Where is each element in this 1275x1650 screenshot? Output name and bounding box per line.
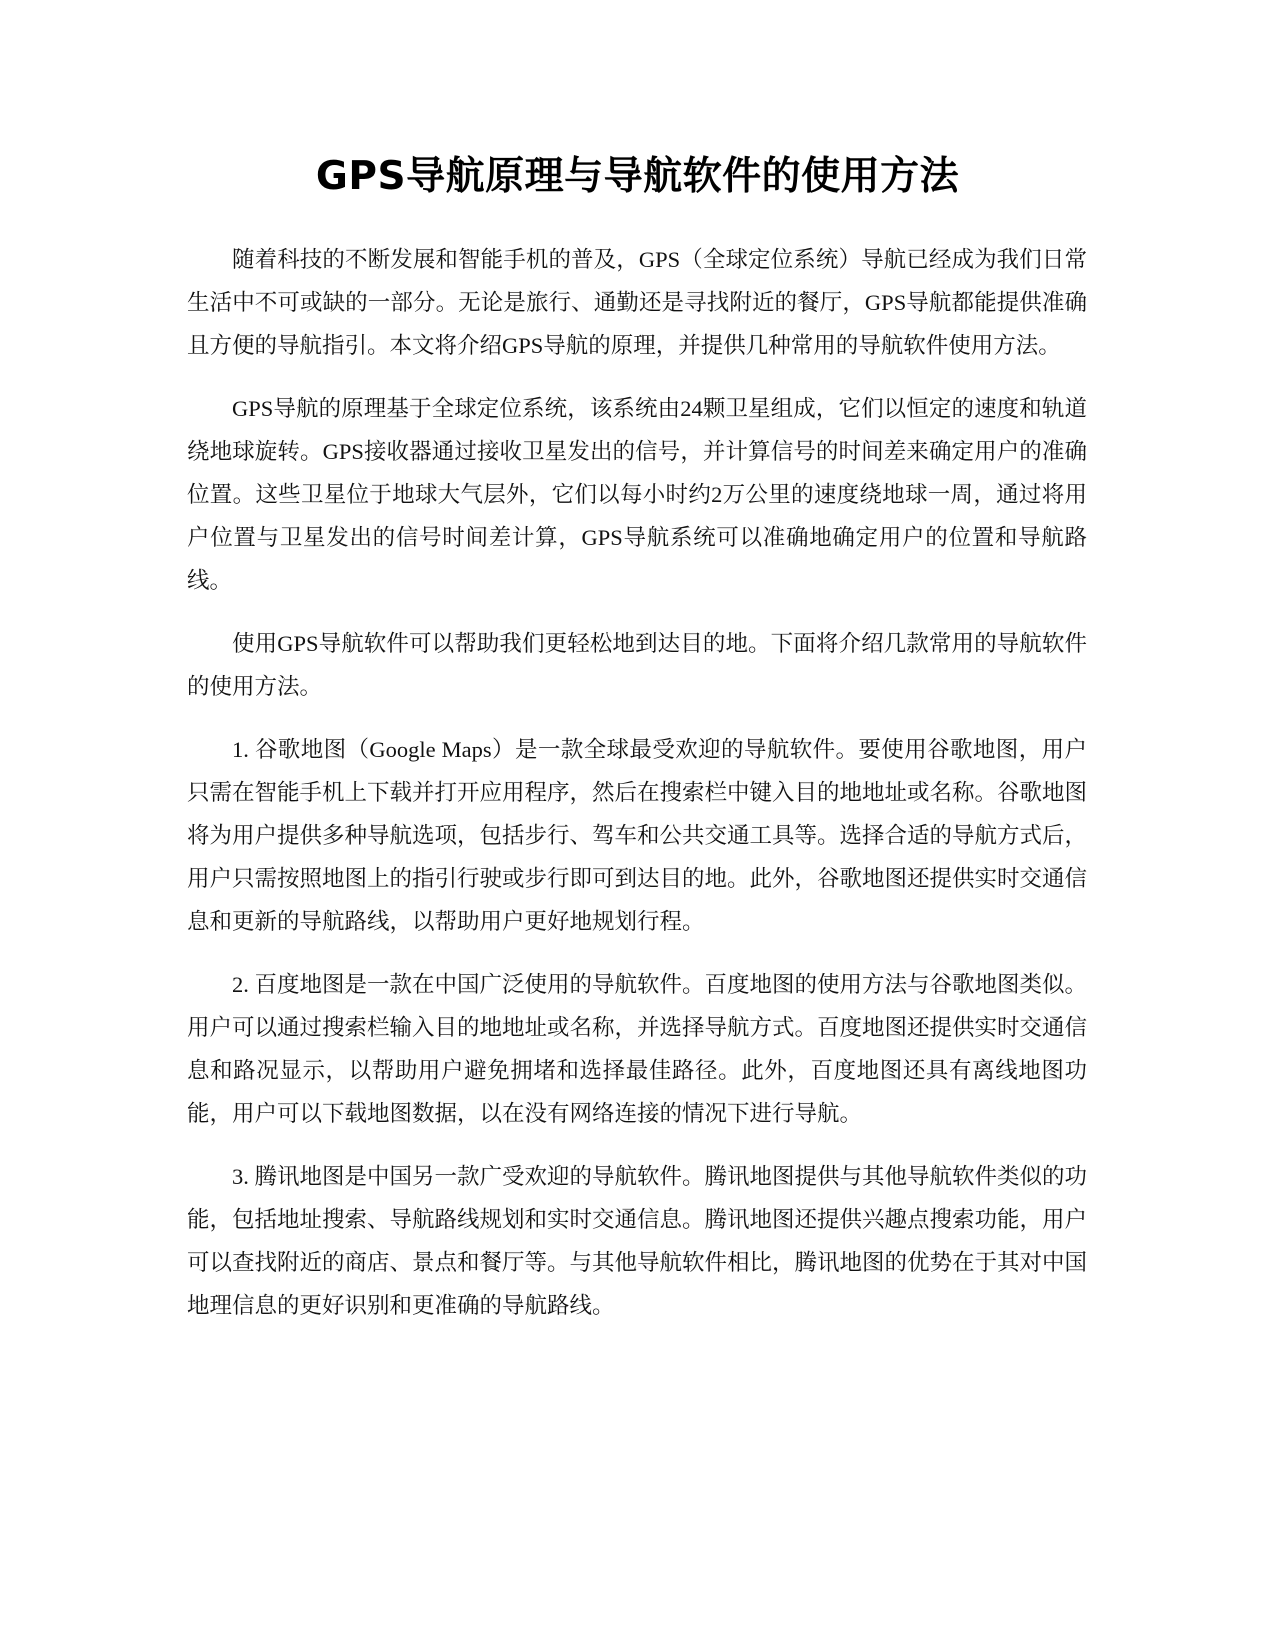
- document-title: GPS导航原理与导航软件的使用方法: [315, 154, 960, 199]
- paragraph-gps-principle: GPS导航的原理基于全球定位系统，该系统由24颗卫星组成，它们以恒定的速度和轨道绕地球旋转。GPS接收器通过接收卫星发出的信号，并计算信号的时间差来确定用户的准确位置。这些卫星位于地球大气层外，它们以每小时约2万公里的速度绕地球一周，通过将用户位置与卫星发出的信号时间差计算，GPS导航系统可以准确地确定用户的位置和导航路线。: [187, 396, 1087, 593]
- paragraph-intro: 随着科技的不断发展和智能手机的普及，GPS（全球定位系统）导航已经成为我们日常生活中不可或缺的一部分。无论是旅行、通勤还是寻找附近的餐厅，GPS导航都能提供准确且方便的导航指引。本文将介绍GPS导航的原理，并提供几种常用的导航软件使用方法。: [187, 247, 1087, 358]
- paragraph-software-intro: 使用GPS导航软件可以帮助我们更轻松地到达目的地。下面将介绍几款常用的导航软件的使用方法。: [187, 631, 1087, 699]
- paragraph-baidu-maps: 2. 百度地图是一款在中国广泛使用的导航软件。百度地图的使用方法与谷歌地图类似。用户可以通过搜索栏输入目的地地址或名称，并选择导航方式。百度地图还提供实时交通信息和路况显示，以帮助用户避免拥堵和选择最佳路径。此外，百度地图还具有离线地图功能，用户可以下载地图数据，以在没有网络连接的情况下进行导航。: [187, 972, 1088, 1126]
- document-body: [187, 238, 1087, 1347]
- paragraph-google-maps: 1. 谷歌地图（Google Maps）是一款全球最受欢迎的导航软件。要使用谷歌地图，用户只需在智能手机上下载并打开应用程序，然后在搜索栏中键入目的地地址或名称。谷歌地图将为用户提供多种导航选项，包括步行、驾车和公共交通工具等。选择合适的导航方式后，用户只需按照地图上的指引行驶或步行即可到达目的地。此外，谷歌地图还提供实时交通信息和更新的导航路线，以帮助用户更好地规划行程。: [187, 737, 1088, 934]
- paragraph-tencent-maps: 3. 腾讯地图是中国另一款广受欢迎的导航软件。腾讯地图提供与其他导航软件类似的功能，包括地址搜索、导航路线规划和实时交通信息。腾讯地图还提供兴趣点搜索功能，用户可以查找附近的商店、景点和餐厅等。与其他导航软件相比，腾讯地图的优势在于其对中国地理信息的更好识别和更准确的导航路线。: [187, 1164, 1088, 1318]
